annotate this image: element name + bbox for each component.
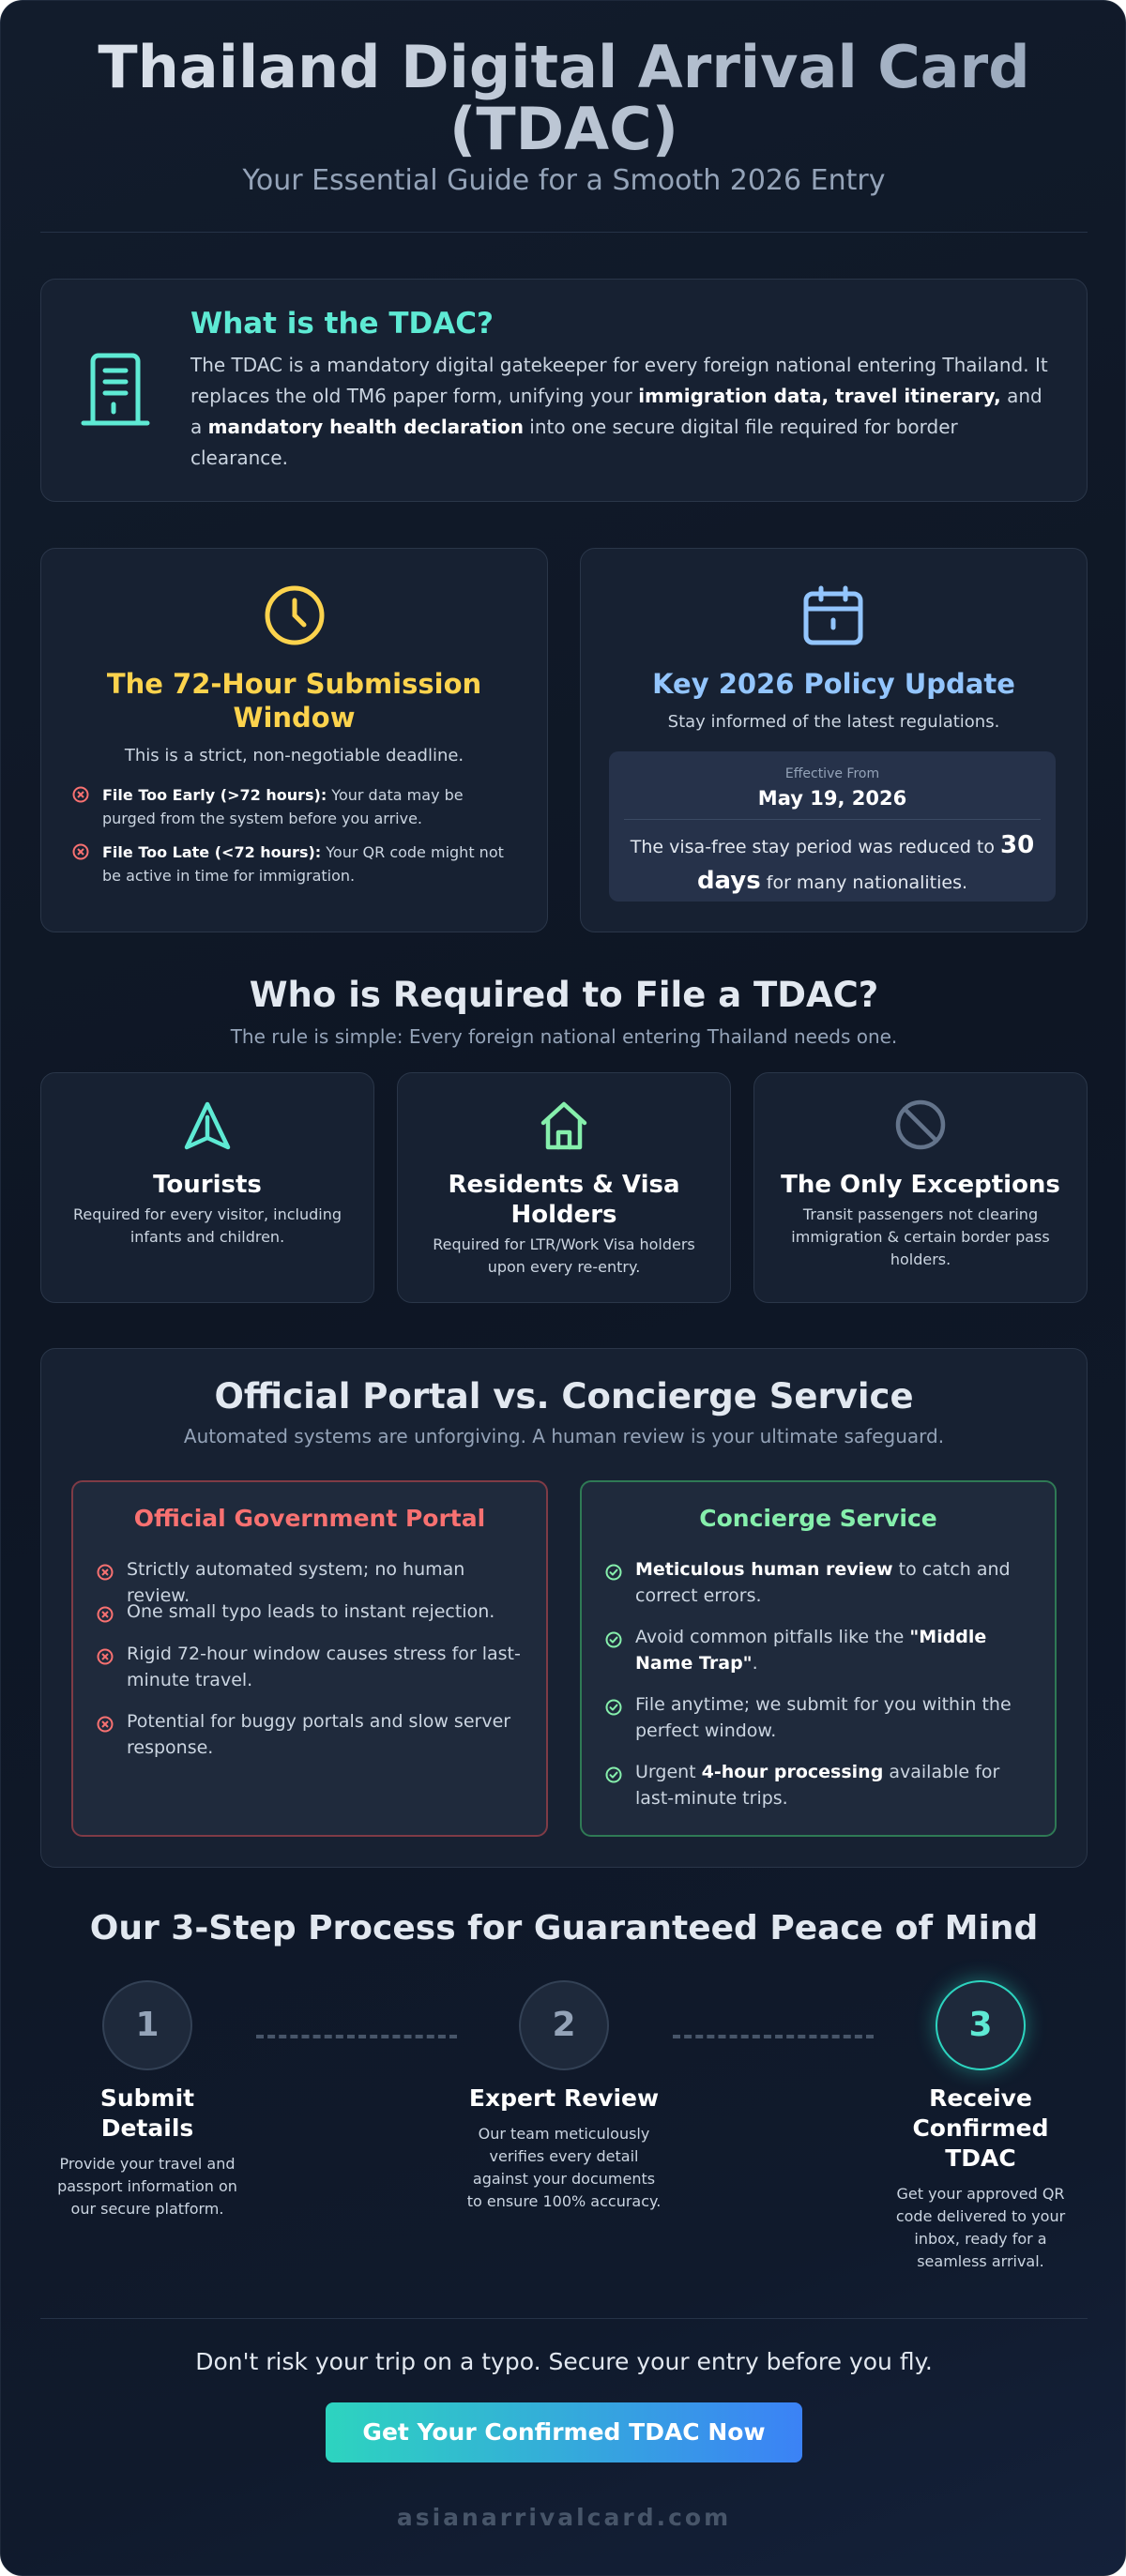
- x-circle-icon: [97, 1604, 114, 1630]
- who-title: Who is Required to File a TDAC?: [249, 975, 879, 1015]
- who-card-text: Required for every visitor, including infants and children.: [72, 1205, 342, 1246]
- what-heading: What is the TDAC?: [190, 307, 494, 341]
- check-circle-icon: [605, 1629, 622, 1676]
- step-number: 3: [936, 1980, 1026, 2070]
- x-circle-icon: [72, 786, 89, 830]
- step-title: Submit Details: [99, 2084, 195, 2142]
- concierge-service-item: Avoid common pitfalls like the "Middle Name Trap".: [605, 1624, 1041, 1676]
- comparison-subtitle: Automated systems are unforgiving. A human review is your ultimate safeguard.: [183, 1425, 945, 1447]
- comparison-title: Official Portal vs. Concierge Service: [214, 1376, 914, 1417]
- x-circle-icon: [97, 1646, 114, 1693]
- cta-divider: [40, 2318, 1088, 2319]
- page-subtitle: Your Essential Guide for a Smooth 2026 Entry: [242, 164, 886, 197]
- official-portal-item: Strictly automated system; no human review.: [97, 1556, 528, 1609]
- who-card-text: Transit passengers not clearing immigration & certain border pass holders.: [791, 1205, 1050, 1268]
- policy-statement: The visa-free stay period was reduced to 30 days for many nationalities.: [630, 831, 1035, 895]
- step-text: Provide your travel and passport information on our secure platform.: [57, 2155, 237, 2218]
- who-subtitle: The rule is simple: Every foreign national entering Thailand needs one.: [230, 1025, 898, 1048]
- official-portal-item: One small typo leads to instant rejection.: [97, 1599, 528, 1630]
- title-line-1: Thailand Digital Arrival Card: [98, 33, 1030, 101]
- effective-label: Effective From: [784, 766, 880, 781]
- concierge-service-item: Urgent 4-hour processing available for last-minute trips.: [605, 1759, 1041, 1811]
- header-divider: [40, 232, 1088, 233]
- step-number: 2: [519, 1980, 609, 2070]
- clock-icon: [264, 584, 326, 646]
- navigation-arrow-icon: [183, 1100, 232, 1151]
- effective-date: May 19, 2026: [757, 787, 907, 810]
- check-circle-icon: [605, 1697, 622, 1744]
- document-icon: [80, 350, 151, 429]
- who-card-text: Required for LTR/Work Visa holders upon every re-entry.: [433, 1235, 695, 1276]
- x-circle-icon: [72, 843, 89, 887]
- step-number: 1: [102, 1980, 192, 2070]
- window-intro: This is a strict, non-negotiable deadline.: [124, 746, 464, 765]
- x-circle-icon: [97, 1714, 114, 1761]
- step-connector: [256, 2035, 457, 2038]
- official-portal-item: Potential for buggy portals and slow server response.: [97, 1708, 528, 1761]
- policy-divider: [624, 819, 1041, 820]
- concierge-service-item: File anytime; we submit for you within the perfect window.: [605, 1691, 1041, 1744]
- calendar-icon: [802, 584, 864, 646]
- title-line-2: (TDAC): [449, 95, 678, 163]
- official-portal-heading: Official Government Portal: [133, 1505, 486, 1532]
- prohibited-icon: [894, 1099, 947, 1151]
- step-title: Receive Confirmed TDAC: [912, 2084, 1049, 2172]
- step-title: Expert Review: [468, 2084, 660, 2112]
- who-card-title: Residents & Visa Holders: [448, 1171, 680, 1229]
- concierge-service-heading: Concierge Service: [699, 1505, 937, 1532]
- step-text: Our team meticulously verifies every detail against your documents to ensure 100% accuracy.: [466, 2125, 662, 2210]
- page-title: [1, 33, 1126, 163]
- check-circle-icon: [605, 1765, 622, 1811]
- policy-intro: Stay informed of the latest regulations.: [667, 712, 1000, 732]
- who-card-title: Tourists: [153, 1171, 262, 1199]
- who-card-title: The Only Exceptions: [781, 1171, 1060, 1199]
- check-circle-icon: [605, 1562, 622, 1609]
- window-item: File Too Late (<72 hours): Your QR code might not be active in time for immigration.: [72, 841, 519, 887]
- step-text: Get your approved QR code delivered to your inbox, ready for a seamless arrival.: [895, 2185, 1066, 2270]
- step-connector: [673, 2035, 874, 2038]
- concierge-service-item: Meticulous human review to catch and correct errors.: [605, 1556, 1041, 1609]
- cta-text: Don't risk your trip on a typo. Secure your entry before you fly.: [195, 2348, 933, 2375]
- what-description: The TDAC is a mandatory digital gatekeeper for every foreign national entering Thailand. It replaces the old TM6 paper form, unifying your immigration data, travel itinerary, and a mandatory health declaration into one secure digital file required for border clearance.: [190, 354, 1048, 469]
- footer-domain: asianarrivalcard.com: [396, 2504, 732, 2531]
- get-tdac-button[interactable]: Get Your Confirmed TDAC Now: [326, 2402, 802, 2462]
- policy-heading: Key 2026 Policy Update: [652, 668, 1015, 700]
- window-heading: The 72-Hour Submission Window: [106, 668, 482, 734]
- window-item: File Too Early (>72 hours): Your data may be purged from the system before you arrive.: [72, 783, 519, 830]
- process-title: Our 3-Step Process for Guaranteed Peace of Mind: [89, 1909, 1039, 1947]
- official-portal-item: Rigid 72-hour window causes stress for last-minute travel.: [97, 1641, 528, 1693]
- home-icon: [540, 1100, 588, 1151]
- policy-update-box: [609, 751, 1056, 902]
